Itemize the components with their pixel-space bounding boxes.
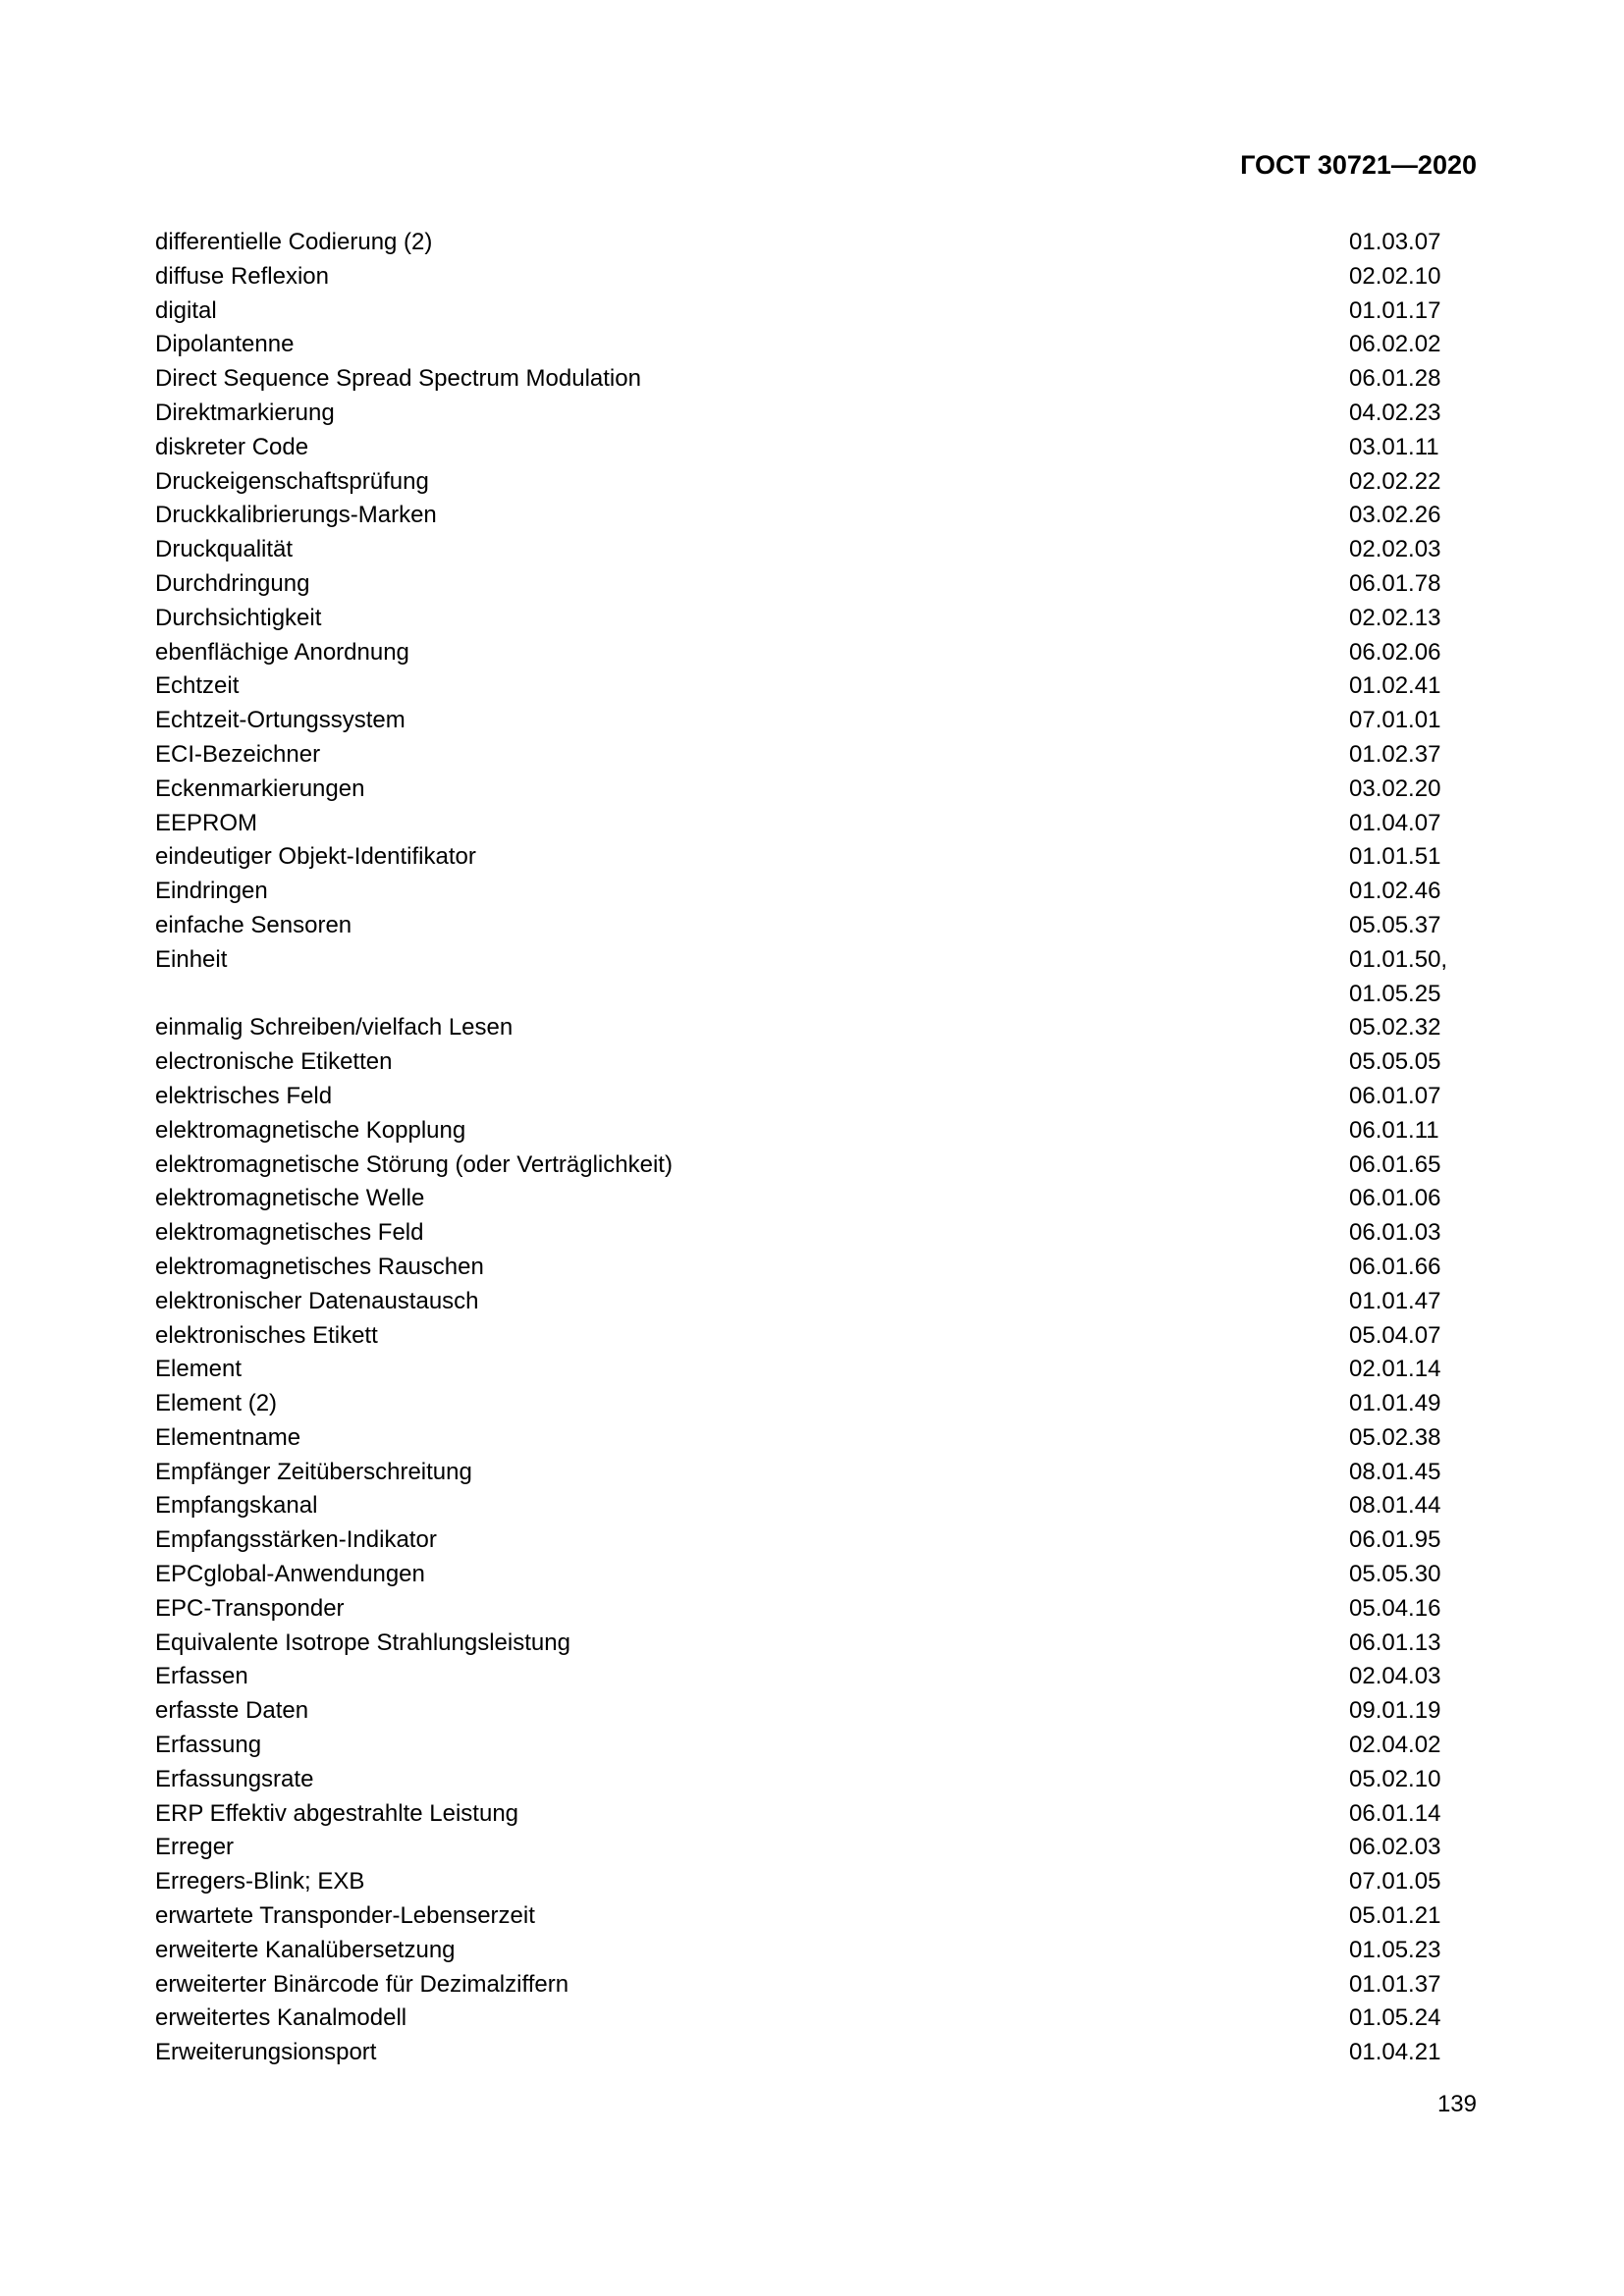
index-term: einfache Sensoren: [155, 911, 352, 938]
index-reference-number: 01.02.37: [1349, 740, 1441, 768]
index-reference-number: 05.05.30: [1349, 1561, 1441, 1588]
index-reference-number: 07.01.01: [1349, 707, 1441, 734]
index-references: [1349, 1421, 1477, 1456]
index-entry-row: [155, 1387, 1477, 1421]
index-entry-row: [155, 1114, 1477, 1148]
index-reference-number: 06.01.07: [1349, 1082, 1441, 1109]
index-reference-number: 01.05.24: [1349, 2004, 1441, 2032]
index-term: Echtzeit-Ortungssystem: [155, 707, 406, 734]
index-references: [1349, 807, 1477, 841]
index-references: [1349, 465, 1477, 500]
index-entry-row: [155, 533, 1477, 567]
index-reference-number: 07.01.05: [1349, 1868, 1441, 1896]
index-term: Elementname: [155, 1423, 301, 1451]
index-entry-row: [155, 294, 1477, 329]
index-reference-number: 01.01.17: [1349, 296, 1441, 324]
index-entry-row: [155, 1729, 1477, 1763]
index-term: einmalig Schreiben/vielfach Lesen: [155, 1014, 514, 1041]
index-references: [1349, 1285, 1477, 1319]
index-reference-number: 01.04.21: [1349, 2039, 1441, 2066]
index-term: elektrisches Feld: [155, 1082, 333, 1109]
index-term: Druckeigenschaftsprüfung: [155, 467, 429, 495]
index-reference-number: 02.02.03: [1349, 536, 1441, 563]
index-term: Druckqualität: [155, 536, 294, 563]
page-number: 139: [1436, 2091, 1477, 2117]
index-term: elektromagnetische Welle: [155, 1185, 425, 1212]
index-entry-row: [155, 875, 1477, 909]
index-term: elektromagnetisches Feld: [155, 1219, 424, 1247]
index-reference-number: 06.01.06: [1349, 1185, 1441, 1212]
index-references: [1349, 943, 1477, 1012]
index-reference-number: 01.02.41: [1349, 672, 1441, 700]
index-term: elektronischer Datenaustausch: [155, 1287, 479, 1314]
index-term: Erfassen: [155, 1663, 248, 1690]
index-entry-row: [155, 1592, 1477, 1627]
index-entry-row: [155, 669, 1477, 704]
index-reference-number: 08.01.45: [1349, 1458, 1441, 1485]
index-references: [1349, 704, 1477, 738]
index-reference-number: 01.01.37: [1349, 1970, 1441, 1998]
index-term: erwartete Transponder-Lebenserzeit: [155, 1902, 535, 1930]
index-references: [1349, 1558, 1477, 1592]
index-references: [1349, 1729, 1477, 1763]
index-reference-number: 05.02.32: [1349, 1014, 1441, 1041]
index-reference-number: 01.03.07: [1349, 229, 1441, 255]
index-references: [1349, 2002, 1477, 2036]
index-term: ERP Effektiv abgestrahlte Leistung: [155, 1799, 519, 1827]
index-entry-row: [155, 567, 1477, 602]
index-entry-row: [155, 1182, 1477, 1216]
index-term: erweiterte Kanalübersetzung: [155, 1936, 456, 1963]
index-reference-number: 06.01.78: [1349, 569, 1441, 597]
index-reference-number: 06.01.28: [1349, 365, 1441, 393]
index-term: elektronisches Etikett: [155, 1321, 378, 1349]
index-reference-number: 01.05.25: [1349, 980, 1441, 1007]
index-references: [1349, 260, 1477, 294]
index-references: [1349, 1831, 1477, 1865]
index-entry-row: [155, 909, 1477, 943]
index-entry-row: [155, 328, 1477, 362]
index-reference-number: 06.01.13: [1349, 1629, 1441, 1656]
index-entry-row: [155, 1934, 1477, 1968]
index-references: [1349, 294, 1477, 329]
index-entry-row: [155, 1558, 1477, 1592]
index-term: Erreger: [155, 1834, 235, 1861]
index-term: Equivalente Isotrope Strahlungsleistung: [155, 1629, 570, 1656]
index-term: Empfänger Zeitüberschreitung: [155, 1458, 472, 1485]
index-entry-row: [155, 1660, 1477, 1694]
index-reference-number: 05.05.05: [1349, 1048, 1441, 1076]
index-reference-number: 05.01.21: [1349, 1902, 1441, 1930]
index-entry-row: [155, 362, 1477, 397]
index-term: erfasste Daten: [155, 1697, 309, 1725]
index-term: Erweiterungsionsport: [155, 2039, 377, 2066]
index-reference-number: 03.02.20: [1349, 774, 1441, 802]
index-term: elektromagnetisches Rauschen: [155, 1253, 484, 1280]
index-references: [1349, 1865, 1477, 1899]
index-references: [1349, 1592, 1477, 1627]
index-references: [1349, 499, 1477, 533]
index-entry-row: [155, 738, 1477, 773]
index-reference-number: 02.01.14: [1349, 1356, 1441, 1383]
index-term: ebenflächige Anordnung: [155, 638, 409, 666]
index-reference-number: 05.05.37: [1349, 911, 1441, 938]
index-entry-row: [155, 1489, 1477, 1523]
index-term: Durchdringung: [155, 569, 310, 597]
index-reference-number: 01.05.23: [1349, 1936, 1441, 1963]
index-entry-row: [155, 1011, 1477, 1045]
index-entry-row: [155, 260, 1477, 294]
index-reference-number: 06.01.03: [1349, 1219, 1441, 1247]
index-reference-number: 01.01.51: [1349, 843, 1441, 871]
index-entry-row: [155, 1045, 1477, 1080]
index-entry-row: [155, 704, 1477, 738]
index-entry-row: [155, 1694, 1477, 1729]
index-references: [1349, 1523, 1477, 1558]
index-references: [1349, 875, 1477, 909]
index-term: ECI-Bezeichner: [155, 740, 321, 768]
index-entry-row: [155, 465, 1477, 500]
index-references: [1349, 1387, 1477, 1421]
index-references: [1349, 1251, 1477, 1285]
index-entry-row: [155, 1865, 1477, 1899]
index-entry-row: [155, 1285, 1477, 1319]
index-references: [1349, 738, 1477, 773]
index-reference-number: 01.04.07: [1349, 809, 1441, 836]
index-term: EPCglobal-Anwendungen: [155, 1561, 425, 1588]
index-term: Direct Sequence Spread Spectrum Modulation: [155, 365, 641, 393]
index-references: [1349, 1182, 1477, 1216]
index-references: [1349, 226, 1477, 260]
index-reference-number: 06.01.11: [1349, 1116, 1439, 1144]
index-references: [1349, 431, 1477, 465]
index-references: [1349, 362, 1477, 397]
index-reference-number: 02.04.03: [1349, 1663, 1441, 1690]
index-term: Echtzeit: [155, 672, 240, 700]
index-term: Empfangskanal: [155, 1492, 318, 1520]
index-reference-number: 03.01.11: [1349, 433, 1439, 460]
index-reference-number: 05.02.10: [1349, 1765, 1441, 1792]
index-references: [1349, 773, 1477, 807]
index-references: [1349, 636, 1477, 670]
index-reference-number: 06.01.14: [1349, 1799, 1441, 1827]
index-reference-number: 02.04.02: [1349, 1732, 1441, 1759]
index-term: elektromagnetische Störung (oder Verträglichkeit): [155, 1150, 673, 1178]
index-term: Eckenmarkierungen: [155, 774, 365, 802]
index-entry-row: [155, 1319, 1477, 1354]
index-references: [1349, 328, 1477, 362]
index-entry-row: [155, 1523, 1477, 1558]
index-term: Element (2): [155, 1390, 278, 1417]
index-reference-number: 06.01.95: [1349, 1526, 1441, 1554]
index-reference-number: 04.02.23: [1349, 399, 1441, 426]
term-index-list: [155, 226, 1477, 2070]
index-reference-number: 01.02.46: [1349, 878, 1441, 905]
index-references: [1349, 1114, 1477, 1148]
index-references: [1349, 397, 1477, 431]
index-reference-number: 06.01.65: [1349, 1150, 1441, 1178]
index-references: [1349, 1216, 1477, 1251]
index-reference-number: 05.04.16: [1349, 1594, 1441, 1622]
index-entry-row: [155, 773, 1477, 807]
index-references: [1349, 1694, 1477, 1729]
index-references: [1349, 1045, 1477, 1080]
index-entry-row: [155, 2036, 1477, 2070]
index-term: erweitertes Kanalmodell: [155, 2004, 407, 2032]
index-references: [1349, 1968, 1477, 2002]
index-term: Erfassung: [155, 1732, 262, 1759]
index-reference-number: 02.02.13: [1349, 604, 1441, 631]
index-reference-number: 01.01.49: [1349, 1390, 1441, 1417]
index-entry-row: [155, 602, 1477, 636]
index-term: EEPROM: [155, 809, 258, 836]
index-entry-row: [155, 943, 1477, 1012]
index-references: [1349, 1627, 1477, 1661]
index-references: [1349, 1763, 1477, 1797]
index-entry-row: [155, 840, 1477, 875]
index-references: [1349, 1797, 1477, 1832]
index-reference-number: 06.02.02: [1349, 331, 1441, 358]
index-entry-row: [155, 1899, 1477, 1934]
index-entry-row: [155, 1456, 1477, 1490]
index-term: EPC-Transponder: [155, 1594, 345, 1622]
index-references: [1349, 1456, 1477, 1490]
index-references: [1349, 533, 1477, 567]
index-reference-number: 09.01.19: [1349, 1697, 1441, 1725]
index-reference-number: 05.02.38: [1349, 1423, 1441, 1451]
index-term: Einheit: [155, 945, 228, 973]
index-reference-number: 03.02.26: [1349, 502, 1441, 529]
index-entry-row: [155, 431, 1477, 465]
index-references: [1349, 1148, 1477, 1183]
index-entry-row: [155, 2002, 1477, 2036]
index-entry-row: [155, 1421, 1477, 1456]
index-references: [1349, 1899, 1477, 1934]
index-term: diffuse Reflexion: [155, 262, 329, 290]
index-term: elektromagnetische Kopplung: [155, 1116, 466, 1144]
index-term: Empfangsstärken-Indikator: [155, 1526, 437, 1554]
index-references: [1349, 1011, 1477, 1045]
index-references: [1349, 1934, 1477, 1968]
index-entry-row: [155, 397, 1477, 431]
index-references: [1349, 1660, 1477, 1694]
index-term: Druckkalibrierungs-Marken: [155, 502, 437, 529]
index-references: [1349, 602, 1477, 636]
index-term: differentielle Codierung (2): [155, 229, 433, 255]
index-term: electronische Etiketten: [155, 1048, 393, 1076]
index-references: [1349, 909, 1477, 943]
document-code-header: ГОСТ 30721—2020: [1240, 150, 1477, 180]
index-entry-row: [155, 1080, 1477, 1114]
index-reference-number: 08.01.44: [1349, 1492, 1441, 1520]
index-entry-row: [155, 1353, 1477, 1387]
index-term: Durchsichtigkeit: [155, 604, 322, 631]
index-reference-number: 06.02.03: [1349, 1834, 1441, 1861]
index-term: Erregers-Blink; EXB: [155, 1868, 365, 1896]
index-term: Element: [155, 1356, 243, 1383]
index-term: erweiterter Binärcode für Dezimalziffern: [155, 1970, 569, 1998]
index-references: [1349, 1353, 1477, 1387]
index-entry-row: [155, 226, 1477, 260]
index-reference-number: 01.01.50,: [1349, 945, 1448, 973]
index-term: digital: [155, 296, 217, 324]
index-references: [1349, 840, 1477, 875]
index-references: [1349, 1319, 1477, 1354]
index-entry-row: [155, 1251, 1477, 1285]
index-entry-row: [155, 1148, 1477, 1183]
index-references: [1349, 1080, 1477, 1114]
index-entry-row: [155, 1968, 1477, 2002]
index-entry-row: [155, 1797, 1477, 1832]
index-term: Erfassungsrate: [155, 1765, 314, 1792]
index-reference-number: 06.02.06: [1349, 638, 1441, 666]
index-reference-number: 05.04.07: [1349, 1321, 1441, 1349]
index-entry-row: [155, 636, 1477, 670]
index-term: Eindringen: [155, 878, 268, 905]
index-reference-number: 02.02.10: [1349, 262, 1441, 290]
index-entry-row: [155, 1831, 1477, 1865]
index-term: Direktmarkierung: [155, 399, 335, 426]
index-term: diskreter Code: [155, 433, 309, 460]
index-references: [1349, 567, 1477, 602]
index-entry-row: [155, 1216, 1477, 1251]
index-term: Dipolantenne: [155, 331, 295, 358]
index-entry-row: [155, 499, 1477, 533]
index-entry-row: [155, 807, 1477, 841]
index-entry-row: [155, 1627, 1477, 1661]
index-reference-number: 06.01.66: [1349, 1253, 1441, 1280]
index-references: [1349, 1489, 1477, 1523]
index-references: [1349, 669, 1477, 704]
index-reference-number: 01.01.47: [1349, 1287, 1441, 1314]
index-entry-row: [155, 1763, 1477, 1797]
index-term: eindeutiger Objekt-Identifikator: [155, 843, 476, 871]
index-references: [1349, 2036, 1477, 2070]
index-reference-number: 02.02.22: [1349, 467, 1441, 495]
